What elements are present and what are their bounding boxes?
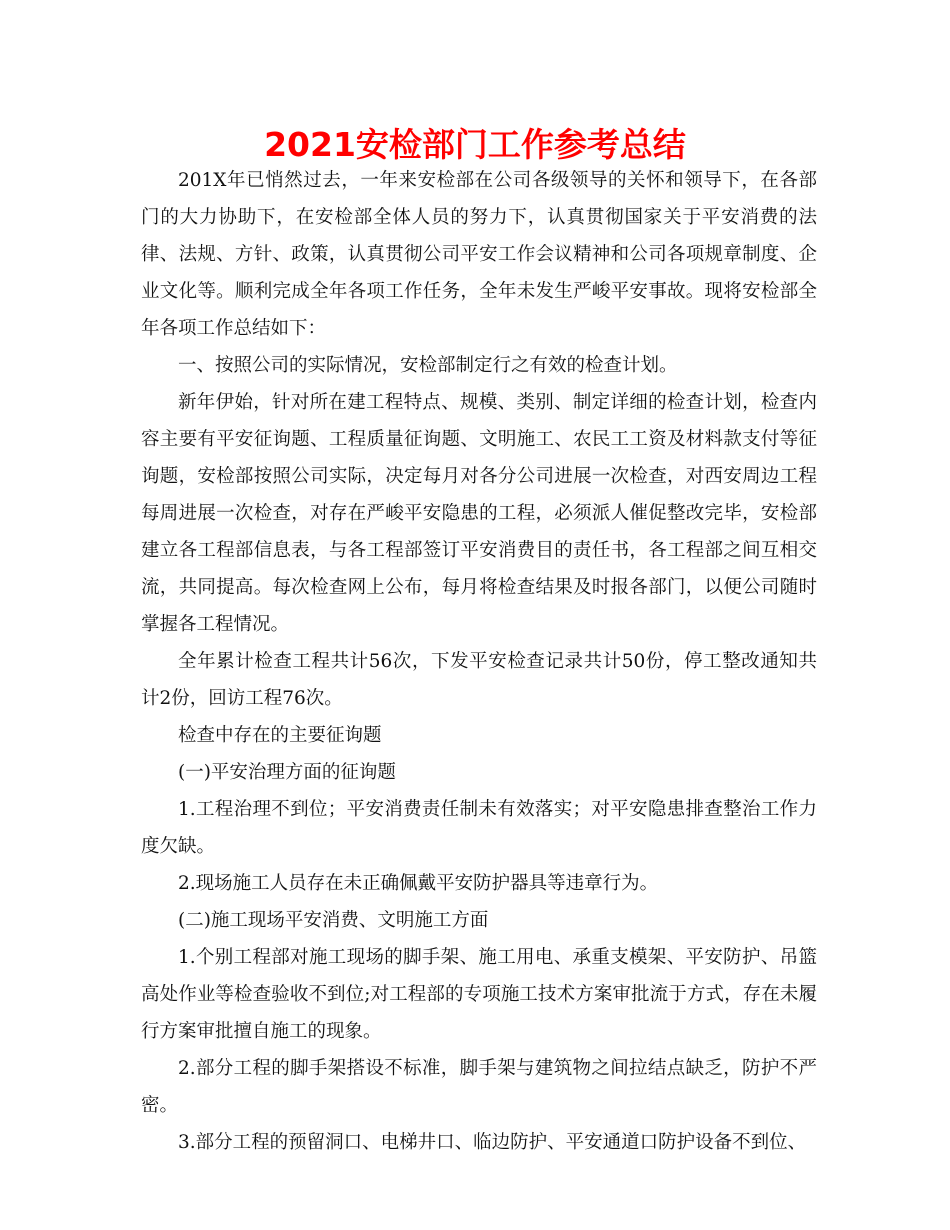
- paragraph-subsection-one: (一)平安治理方面的征询题: [178, 762, 396, 783]
- paragraph-issue-1-1: 1.工程治理不到位；平安消费责任制未有效落实；对平安隐患排查整治工作力度欠缺。: [141, 799, 817, 857]
- paragraph-inspection-plan: 新年伊始，针对所在建工程特点、规模、类别、制定详细的检查计划，检查内容主要有平安征询题、工程质量征询题、文明施工、农民工工资及材料款支付等征询题，安检部按照公司实际，决定每月对各分公司进展一次检查，对西安周边工程每周进展一次检查，对存在严峻平安隐患的工程，必须派人催促整改完毕，安检部建立各工程部信息表，与各工程部签订平安消费目的责任书，各工程部之间互相交流，共同提高。每次检查网上公布，每月将检查结果及时报各部门，以便公司随时掌握各工程情况。: [141, 392, 817, 635]
- paragraph-subsection-two: (二)施工现场平安消费、文明施工方面: [178, 910, 489, 931]
- paragraph-issue-2-3: 3.部分工程的预留洞口、电梯井口、临边防护、平安通道口防护设备不到位、: [178, 1132, 807, 1153]
- paragraph-intro: 201X年已悄然过去，一年来安检部在公司各级领导的关怀和领导下，在各部门的大力协助下，在安检部全体人员的努力下，认真贯彻国家关于平安消费的法律、法规、方针、政策，认真贯彻公司平安工作会议精神和公司各项规章制度、企业文化等。顺利完成全年各项工作任务，全年未发生严峻平安事故。现将安检部全年各项工作总结如下：: [141, 170, 817, 339]
- document-body: [141, 162, 817, 1161]
- paragraph-issue-2-2: 2.部分工程的脚手架搭设不标准，脚手架与建筑物之间拉结点缺乏，防护不严密。: [141, 1058, 817, 1116]
- paragraph-issue-2-1: 1.个别工程部对施工现场的脚手架、施工用电、承重支模架、平安防护、吊篮高处作业等检查验收不到位;对工程部的专项施工技术方案审批流于方式，存在未履行方案审批擅自施工的现象。: [141, 947, 817, 1042]
- paragraph-main-issues-heading: 检查中存在的主要征询题: [178, 725, 382, 746]
- paragraph-section-one: 一、按照公司的实际情况，安检部制定行之有效的检查计划。: [178, 355, 678, 376]
- paragraph-inspection-stats: 全年累计检查工程共计56次，下发平安检查记录共计50份，停工整改通知共计2份，回访工程76次。: [141, 651, 817, 709]
- paragraph-issue-1-2: 2.现场施工人员存在未正确佩戴平安防护器具等违章行为。: [178, 873, 659, 894]
- document-title: 2021安检部门工作参考总结: [264, 125, 686, 164]
